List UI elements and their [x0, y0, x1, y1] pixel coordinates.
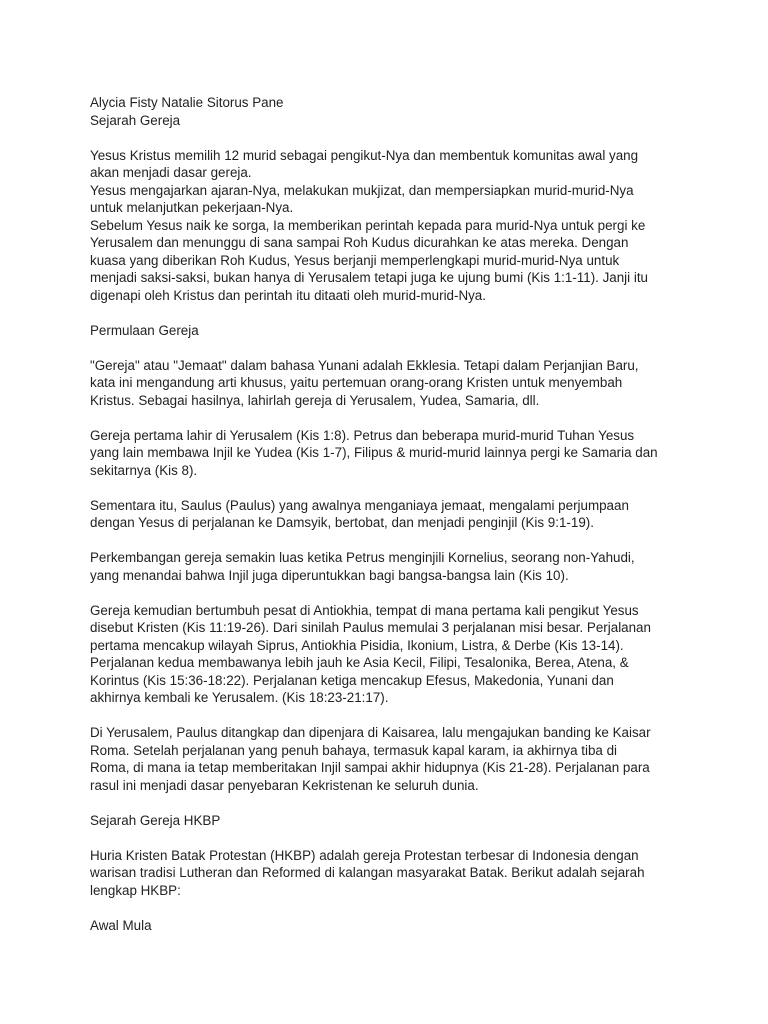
paragraph-roma: Di Yerusalem, Paulus ditangkap dan dipenjara di Kaisarea, lalu mengajukan banding ke Kaisar Roma. Setelah perjalanan yang penuh bahaya, termasuk kapal karam, ia akhirnya tiba di Roma, di mana ia tetap memberitakan Injil sampai akhir hidupnya (Kis 21-28). Perjalanan para rasul ini menjadi dasar penyebaran Kekristenan ke seluruh dunia.: [90, 725, 651, 793]
author-name: Alycia Fisty Natalie Sitorus Pane: [90, 95, 284, 110]
document-page: [90, 94, 690, 934]
intro-paragraph: Yesus Kristus memilih 12 murid sebagai pengikut-Nya dan membentuk komunitas awal yang akan menjadi dasar gereja. Yesus mengajarkan ajaran-Nya, melakukan mukjizat, dan mempersiapkan murid-murid-Nya untuk melanjutkan pekerjaan-Nya. Sebelum Yesus naik ke sorga, Ia memberikan perintah kepada para murid-Nya untuk pergi ke Yerusalem dan menunggu di sana sampai Roh Kudus dicurahkan ke atas mereka. Dengan kuasa yang diberikan Roh Kudus, Yesus berjanji memperlengkapi murid-murid-Nya untuk menjadi saksi-saksi, bukan hanya di Yerusalem tetapi juga ke ujung bumi (Kis 1:1-11). Janji itu digenapi oleh Kristus dan perintah itu ditaati oleh murid-murid-Nya.: [90, 147, 648, 303]
paragraph-saulus: Sementara itu, Saulus (Paulus) yang awalnya menganiaya jemaat, mengalami perjumpaan dengan Yesus di perjalanan ke Damsyik, bertobat, dan menjadi penginjil (Kis 9:1-19).: [90, 497, 629, 530]
paragraph-hkbp: Huria Kristen Batak Protestan (HKBP) adalah gereja Protestan terbesar di Indonesia dengan warisan tradisi Lutheran dan Reformed di kalangan masyarakat Batak. Berikut adalah sejarah lengkap HKBP:: [90, 847, 645, 898]
document-subject: Sejarah Gereja: [90, 112, 181, 128]
paragraph-gereja-pertama: Gereja pertama lahir di Yerusalem (Kis 1:8). Petrus dan beberapa murid-murid Tuhan Yesus yang lain membawa Injil ke Yudea (Kis 1-7), Filipus & murid-murid lainnya pergi ke Samaria dan sekitarnya (Kis 8).: [90, 427, 658, 478]
section-heading-hkbp: Sejarah Gereja HKBP: [90, 812, 221, 828]
paragraph-antiokhia: Gereja kemudian bertumbuh pesat di Antiokhia, tempat di mana pertama kali pengikut Yesus disebut Kristen (Kis 11:19-26). Dari sinilah Paulus memulai 3 perjalanan misi besar. Perjalanan pertama mencakup wilayah Siprus, Antiokhia Pisidia, Ikonium, Listra, & Derbe (Kis 13-14). Perjalanan kedua membawanya lebih jauh ke Asia Kecil, Filipi, Tesalonika, Berea, Atena, & Korintus (Kis 15:36-18:22). Perjalanan ketiga mencakup Efesus, Makedonia, Yunani dan akhirnya kembali ke Yerusalem. (Kis 18:23-21:17).: [90, 602, 651, 705]
section-heading-permulaan: Permulaan Gereja: [90, 322, 199, 338]
paragraph-gereja: "Gereja" atau "Jemaat" dalam bahasa Yunani adalah Ekklesia. Tetapi dalam Perjanjian Baru, kata ini mengandung arti khusus, yaitu pertemuan orang-orang Kristen untuk menyembah Kristus. Sebagai hasilnya, lahirlah gereja di Yerusalem, Yudea, Samaria, dll.: [90, 357, 639, 408]
paragraph-kornelius: Perkembangan gereja semakin luas ketika Petrus menginjili Kornelius, seorang non-Yahudi, yang menandai bahwa Injil juga diperuntukkan bagi bangsa-bangsa lain (Kis 10).: [90, 550, 635, 583]
section-heading-awal-mula: Awal Mula: [90, 917, 152, 933]
